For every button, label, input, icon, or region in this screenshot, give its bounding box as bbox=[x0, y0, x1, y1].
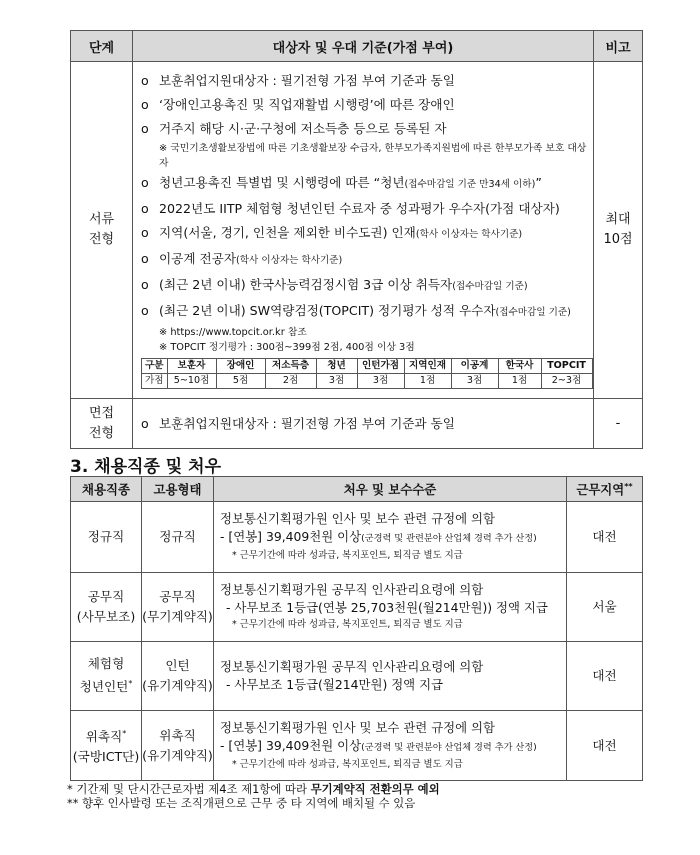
region-cell: 대전 bbox=[567, 711, 643, 781]
list-item: o 보훈취업지원대상자 : 필기전형 가점 부여 기준과 동일 bbox=[141, 73, 455, 88]
header-job-type: 채용직종 bbox=[71, 477, 142, 502]
table-row bbox=[71, 642, 643, 711]
points-value-cell: 2~3점 bbox=[541, 374, 592, 389]
points-header-cell: 인턴가점 bbox=[357, 359, 404, 374]
points-value-cell: 3점 bbox=[316, 374, 357, 389]
job-type-cell: 체험형 청년인턴* bbox=[71, 642, 142, 711]
preference-table bbox=[70, 30, 643, 449]
footnote-1: * 기간제 및 단시간근로자법 제4조 제1항에 따라 무기계약직 전환의무 예외 bbox=[67, 782, 440, 796]
document-stage-label: 서류 전형 bbox=[71, 62, 133, 399]
document-stage-note: 최대 10점 bbox=[594, 62, 643, 399]
job-conditions-table bbox=[70, 476, 643, 781]
points-header-cell: 지역인재 bbox=[404, 359, 451, 374]
header-note: 비고 bbox=[594, 31, 643, 62]
points-header-cell: TOPCIT bbox=[541, 359, 592, 374]
points-value-cell: 1점 bbox=[404, 374, 451, 389]
interview-stage-note: - bbox=[594, 399, 643, 449]
points-value-cell: 3점 bbox=[357, 374, 404, 389]
table-header-row bbox=[71, 31, 643, 62]
topcit-link-note: ※ https://www.topcit.or.kr 참조 bbox=[159, 327, 307, 338]
footnote-2: ** 향후 인사발령 또는 조직개편으로 근무 중 타 지역에 배치될 수 있음 bbox=[67, 796, 416, 810]
interview-criteria bbox=[133, 399, 594, 449]
points-value-cell: 1점 bbox=[498, 374, 541, 389]
points-header-cell: 구분 bbox=[142, 359, 168, 374]
points-header-cell: 보훈자 bbox=[167, 359, 216, 374]
points-header-cell: 장애인 bbox=[216, 359, 265, 374]
region-cell: 대전 bbox=[567, 502, 643, 573]
points-header-cell: 저소득층 bbox=[265, 359, 316, 374]
points-value-cell: 5점 bbox=[216, 374, 265, 389]
list-item: o 거주지 해당 시·군·구청에 저소득층 등으로 등록된 자 bbox=[141, 121, 447, 136]
points-value-cell: 가점 bbox=[142, 374, 168, 389]
points-header-cell: 한국사 bbox=[498, 359, 541, 374]
header-stage: 단계 bbox=[71, 31, 133, 62]
job-type-cell: 정규직 bbox=[71, 502, 142, 573]
list-item: o 2022년도 IITP 체험형 청년인턴 수료자 중 성과평가 우수자(가점 대상자) bbox=[141, 201, 560, 216]
list-item: o 지역(서울, 경기, 인천을 제외한 비수도권) 인재(학사 이상자는 학사기준) bbox=[141, 225, 523, 240]
pay-cell: 정보통신기획평가원 공무직 인사관리요령에 의함 - 사무보조 1등급(연봉 25,703천원(월214만원)) 정액 지급 * 근무기간에 따라 성과급, 복지포인트, 퇴직금 별도 지급 bbox=[214, 573, 567, 642]
list-item: o 청년고용촉진 특별법 및 시행령에 따른 “청년(접수마감일 기준 만34세 이하)” bbox=[141, 175, 542, 190]
topcit-score-note: ※ TOPCIT 정기평가 : 300점~399점 2점, 400점 이상 3점 bbox=[159, 342, 415, 353]
list-note: ※ 국민기초생활보장법에 따른 기초생활보장 수급자, 한부모가족지원법에 따른 한부모가족 보호 대상자 bbox=[159, 143, 587, 169]
interview-stage-row bbox=[71, 399, 643, 449]
document-stage-row bbox=[71, 62, 643, 399]
points-header-cell: 이공계 bbox=[451, 359, 498, 374]
points-table bbox=[141, 358, 593, 389]
document-criteria-list bbox=[133, 62, 594, 399]
interview-stage-label: 면접 전형 bbox=[71, 399, 133, 449]
list-item: o 이공계 전공자(학사 이상자는 학사기준) bbox=[141, 251, 343, 266]
points-value-cell: 5~10점 bbox=[167, 374, 216, 389]
header-criteria: 대상자 및 우대 기준(가점 부여) bbox=[133, 31, 594, 62]
pay-cell: 정보통신기획평가원 공무직 인사관리요령에 의함 - 사무보조 1등급(월214만원) 정액 지급 bbox=[214, 642, 567, 711]
table-row bbox=[71, 573, 643, 642]
pay-cell: 정보통신기획평가원 인사 및 보수 관련 규정에 의함 - [연봉] 39,409천원 이상(군경력 및 관련분야 산업체 경력 추가 산정) * 근무기간에 따라 성과급, 복지포인트, 퇴직금 별도 지급 bbox=[214, 711, 567, 781]
table-row bbox=[71, 711, 643, 781]
region-cell: 대전 bbox=[567, 642, 643, 711]
list-item: o ‘장애인고용촉진 및 직업재활법 시행령’에 따른 장애인 bbox=[141, 97, 455, 112]
header-region: 근무지역** bbox=[567, 477, 643, 502]
points-value-cell: 2점 bbox=[265, 374, 316, 389]
table-header-row bbox=[71, 477, 643, 502]
employment-cell: 공무직 (무기계약직) bbox=[142, 573, 214, 642]
header-pay: 처우 및 보수수준 bbox=[214, 477, 567, 502]
list-item: o (최근 2년 이내) 한국사능력검정시험 3급 이상 취득자(접수마감일 기준) bbox=[141, 277, 528, 292]
points-header-row bbox=[142, 359, 593, 374]
points-value-cell: 3점 bbox=[451, 374, 498, 389]
table-row bbox=[71, 502, 643, 573]
list-item: o (최근 2년 이내) SW역량검정(TOPCIT) 정기평가 성적 우수자(접수마감일 기준) bbox=[141, 303, 571, 318]
pay-cell: 정보통신기획평가원 인사 및 보수 관련 규정에 의함 - [연봉] 39,409천원 이상(군경력 및 관련분야 산업체 경력 추가 산정) * 근무기간에 따라 성과급, 복지포인트, 퇴직금 별도 지급 bbox=[214, 502, 567, 573]
region-cell: 서울 bbox=[567, 573, 643, 642]
job-type-cell: 위촉직* (국방ICT단) bbox=[71, 711, 142, 781]
points-header-cell: 청년 bbox=[316, 359, 357, 374]
employment-cell: 위촉직 (유기계약직) bbox=[142, 711, 214, 781]
section-title: 3. 채용직종 및 처우 bbox=[70, 457, 221, 477]
employment-cell: 인턴 (유기계약직) bbox=[142, 642, 214, 711]
header-employment: 고용형태 bbox=[142, 477, 214, 502]
employment-cell: 정규직 bbox=[142, 502, 214, 573]
job-type-cell: 공무직 (사무보조) bbox=[71, 573, 142, 642]
list-item: o 보훈취업지원대상자 : 필기전형 가점 부여 기준과 동일 bbox=[141, 415, 455, 431]
points-value-row bbox=[142, 374, 593, 389]
